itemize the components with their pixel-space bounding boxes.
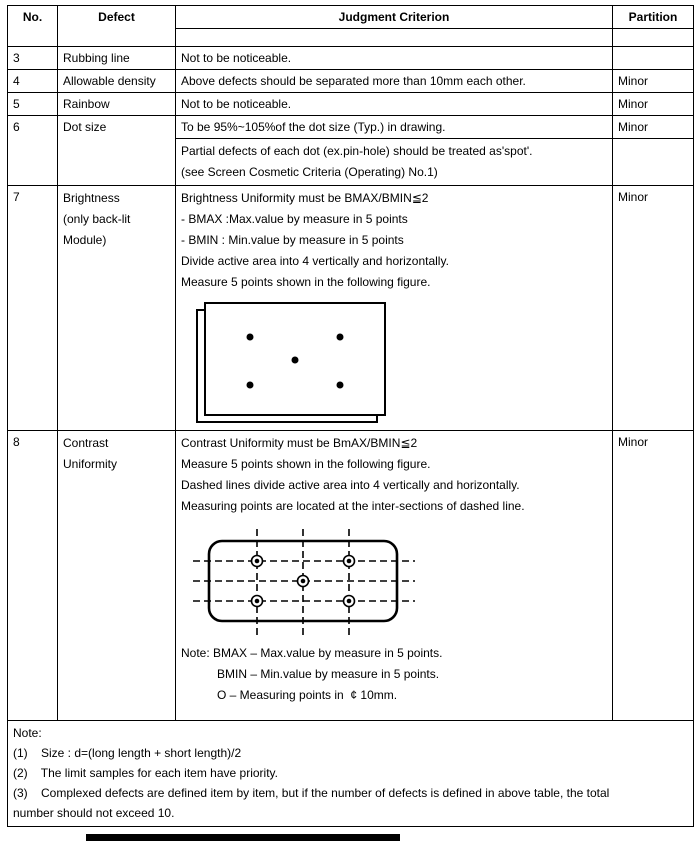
- row6-defect: Dot size: [58, 116, 176, 186]
- row8-defect: [58, 431, 176, 721]
- judgment-criteria-table: [7, 5, 694, 827]
- row5-defect: Rainbow: [58, 93, 176, 116]
- header-partition: Partition: [613, 6, 694, 29]
- row4-no: 4: [8, 70, 58, 93]
- row5-no: 5: [8, 93, 58, 116]
- row3-defect: Rubbing line: [58, 47, 176, 70]
- measure-point: [337, 382, 344, 389]
- table-row-8: [8, 431, 694, 721]
- row7-defect: [58, 186, 176, 431]
- measure-point: [337, 334, 344, 341]
- contrast-measure-figure: [193, 529, 415, 635]
- row6-criterion-line3: (see Screen Cosmetic Criteria (Operating) No.1): [181, 165, 438, 179]
- footer-note-2: (2) The limit samples for each item have priority.: [13, 766, 278, 780]
- footer-notes-row: [8, 721, 694, 827]
- table-row-4: [8, 70, 694, 93]
- row7-criterion-line4: Divide active area into 4 vertically and horizontally.: [181, 254, 449, 268]
- footer-note-3-line2: number should not exceed 10.: [13, 806, 175, 820]
- row7-defect-line3: Module): [63, 233, 107, 247]
- footer-note-title: Note:: [13, 726, 42, 740]
- table-row-5: [8, 93, 694, 116]
- row8-criterion: [176, 431, 613, 721]
- row3-no: 3: [8, 47, 58, 70]
- footer-note-1: (1) Size : d=(long length + short length)/2: [13, 746, 242, 760]
- page-bottom-bar: [86, 834, 400, 841]
- row7-criterion: [176, 186, 613, 431]
- row8-criterion-line3: Dashed lines divide active area into 4 vertically and horizontally.: [181, 478, 520, 492]
- measure-point: [247, 334, 254, 341]
- row8-criterion-line4: Measuring points are located at the inter-sections of dashed line.: [181, 499, 525, 513]
- row5-partition: Minor: [613, 93, 694, 116]
- row8-no: 8: [8, 431, 58, 721]
- row8-criterion-line1: Contrast Uniformity must be BmAX/BMIN≦2: [181, 436, 418, 450]
- header-no: No.: [8, 6, 58, 47]
- footer-note-3-line1: (3) Complexed defects are defined item by item, but if the number of defects is defined in above table, the total: [13, 786, 610, 800]
- row6-criterion-rest: [176, 139, 613, 186]
- table-row-6a: [8, 116, 694, 139]
- row7-criterion-line3: - BMIN : Min.value by measure in 5 points: [181, 233, 404, 247]
- row8-criterion-line2: Measure 5 points shown in the following figure.: [181, 457, 431, 471]
- row6-criterion-line2: Partial defects of each dot (ex.pin-hole) should be treated as'spot'.: [181, 144, 533, 158]
- row8-defect-line2: Uniformity: [63, 457, 118, 471]
- spec-document-page: [7, 5, 694, 827]
- header-criterion-sub-cell: [176, 29, 613, 47]
- header-defect: Defect: [58, 6, 176, 47]
- row4-partition: Minor: [613, 70, 694, 93]
- row7-no: 7: [8, 186, 58, 431]
- header-row: [8, 6, 694, 29]
- measure-point: [247, 382, 254, 389]
- footer-notes-cell: [8, 721, 694, 827]
- measure-point: [292, 357, 299, 364]
- row6-no: 6: [8, 116, 58, 186]
- header-criterion: Judgment Criterion: [176, 6, 613, 29]
- row8-note-line2: BMIN – Min.value by measure in 5 points.: [217, 667, 440, 681]
- row6-criterion-line1: To be 95%~105%of the dot size (Typ.) in drawing.: [176, 116, 613, 139]
- row8-note-line3: O – Measuring points in ¢ 10mm.: [217, 688, 398, 702]
- row7-defect-line2: (only back-lit: [63, 212, 131, 226]
- row4-defect: Allowable density: [58, 70, 176, 93]
- row7-partition: Minor: [613, 186, 694, 431]
- row6-partition: Minor: [613, 116, 694, 139]
- row8-defect-line1: Contrast: [63, 436, 109, 450]
- row8-note-line1: Note: BMAX – Max.value by measure in 5 points.: [181, 646, 443, 660]
- row8-partition: Minor: [613, 431, 694, 721]
- brightness-measure-figure: [195, 301, 397, 427]
- row3-criterion: Not to be noticeable.: [176, 47, 613, 70]
- row4-criterion: Above defects should be separated more than 10mm each other.: [176, 70, 613, 93]
- row6-partition-sub: [613, 139, 694, 186]
- row7-criterion-line5: Measure 5 points shown in the following figure.: [181, 275, 431, 289]
- row7-criterion-line2: - BMAX :Max.value by measure in 5 points: [181, 212, 408, 226]
- header-partition-sub-cell: [613, 29, 694, 47]
- table-row-3: [8, 47, 694, 70]
- table-row-7: [8, 186, 694, 431]
- row7-defect-line1: Brightness: [63, 191, 120, 205]
- row7-criterion-line1: Brightness Uniformity must be BMAX/BMIN≦2: [181, 191, 429, 205]
- row5-criterion: Not to be noticeable.: [176, 93, 613, 116]
- row3-partition: [613, 47, 694, 70]
